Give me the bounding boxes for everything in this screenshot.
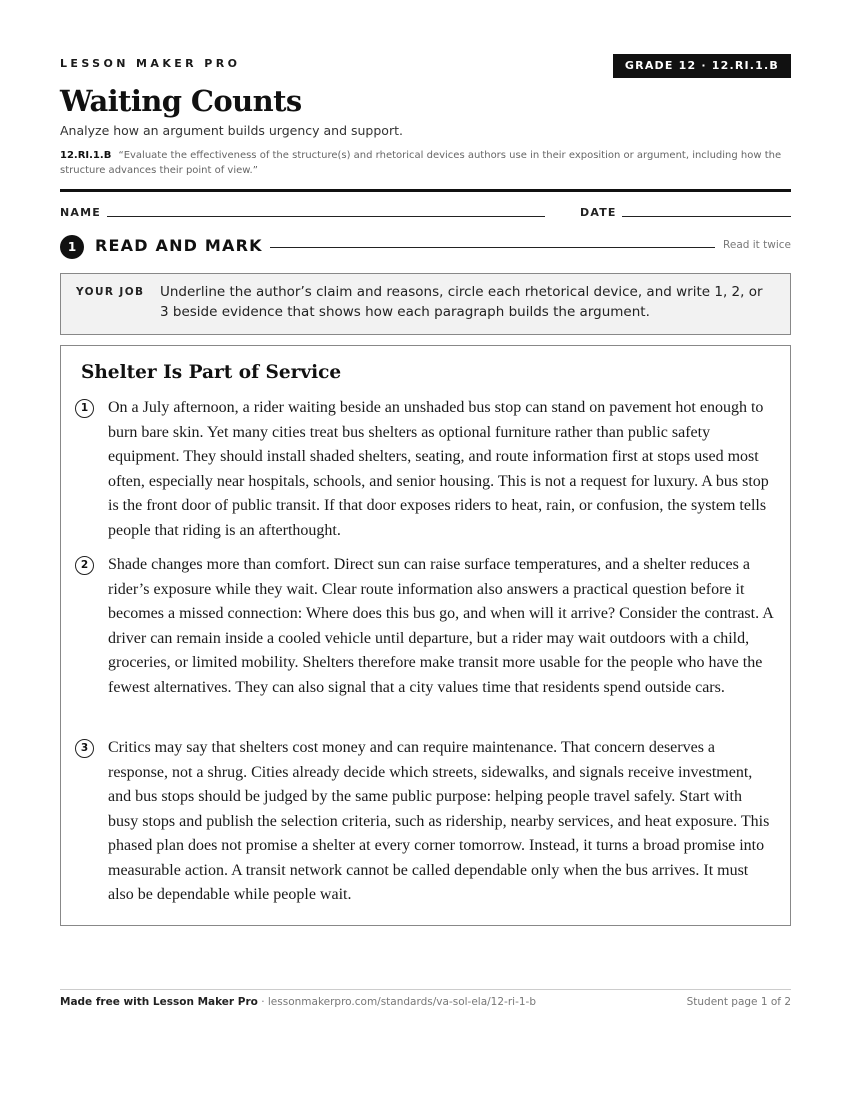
- paragraph-1: On a July afternoon, a rider waiting beside an unshaded bus stop can stand on pavement hot enough to burn bare skin. Yet many cities treat bus shelters as optional furniture rather than public safety equipment. They should install shaded shelters, seating, and route information first at stops used most often, especially near hospitals, schools, and senior housing. This is not a request for luxury. A bus stop is the front door of public transit. If that door exposes riders to heat, rain, or confusion, the system tells people that riding is an afterthought.: [108, 399, 769, 539]
- footer-credit: [60, 996, 536, 1008]
- page-indicator: Student page 1 of 2: [686, 996, 791, 1008]
- page-title: Waiting Counts: [60, 84, 302, 118]
- paragraph-number-2: 2: [75, 556, 94, 575]
- worksheet-page: [60, 0, 791, 1100]
- passage-title: Shelter Is Part of Service: [81, 362, 342, 383]
- page-subtitle: Analyze how an argument builds urgency and support.: [60, 123, 403, 138]
- header-divider: [60, 189, 791, 192]
- instructions-label: YOUR JOB: [76, 286, 145, 298]
- footer-made-with: Made free with Lesson Maker Pro: [60, 996, 258, 1008]
- paragraph-number-3: 3: [75, 739, 94, 758]
- reading-passage: [60, 345, 791, 926]
- section-hint: Read it twice: [723, 239, 791, 251]
- date-field[interactable]: [622, 216, 791, 217]
- instructions-box: [60, 273, 791, 335]
- grade-badge: GRADE 12 · 12.RI.1.B: [613, 54, 791, 78]
- name-field[interactable]: [107, 216, 545, 217]
- paragraph-3: Critics may say that shelters cost money and can require maintenance. That concern deserves a response, not a shrug. Cities already decide which streets, sidewalks, and signals receive investment, and bus stops should be judged by the same public purpose: helping people travel safely. Start with busy stops and publish the selection criteria, such as ridership, nearby services, and heat exposure. This phased plan does not promise a shelter at every corner tomorrow. Instead, it turns a broad promise into measurable action. A transit network cannot be called dependable only when the bus arrives. It must also be dependable while people wait.: [108, 739, 770, 903]
- standard-text: “Evaluate the effectiveness of the structure(s) and rhetorical devices authors use in their exposition or argument, including how the structure advances their point of view.”: [60, 150, 782, 176]
- standard-description: [60, 148, 791, 178]
- section-title: READ AND MARK: [95, 236, 263, 255]
- footer-divider: [60, 989, 791, 990]
- brand-name: LESSON MAKER PRO: [60, 57, 241, 70]
- section-divider: [270, 247, 715, 248]
- standard-code: 12.RI.1.B: [60, 150, 112, 161]
- footer-url[interactable]: · lessonmakerpro.com/standards/va-sol-ela/12-ri-1-b: [261, 996, 536, 1008]
- paragraph-2: Shade changes more than comfort. Direct sun can raise surface temperatures, and a shelter reduces a rider’s exposure while they wait. Clear route information also answers a practical question before it becomes a missed connection: Where does this bus go, and when will it arrive? Consider the contrast. A driver can remain inside a cooled vehicle until departure, but a rider may wait outdoors with a child, groceries, or limited mobility. Shelters therefore make transit more usable for the people who have the fewest alternatives. They can also signal that a city values time that residents spend outside cars.: [108, 556, 773, 696]
- paragraph-number-1: 1: [75, 399, 94, 418]
- name-label: NAME: [60, 206, 101, 219]
- instructions-text: Underline the author’s claim and reasons, circle each rhetorical device, and write 1, 2, or 3 beside evidence that shows how each paragraph builds the argument.: [160, 284, 763, 320]
- date-label: DATE: [580, 206, 617, 219]
- section-number-badge: 1: [60, 235, 84, 259]
